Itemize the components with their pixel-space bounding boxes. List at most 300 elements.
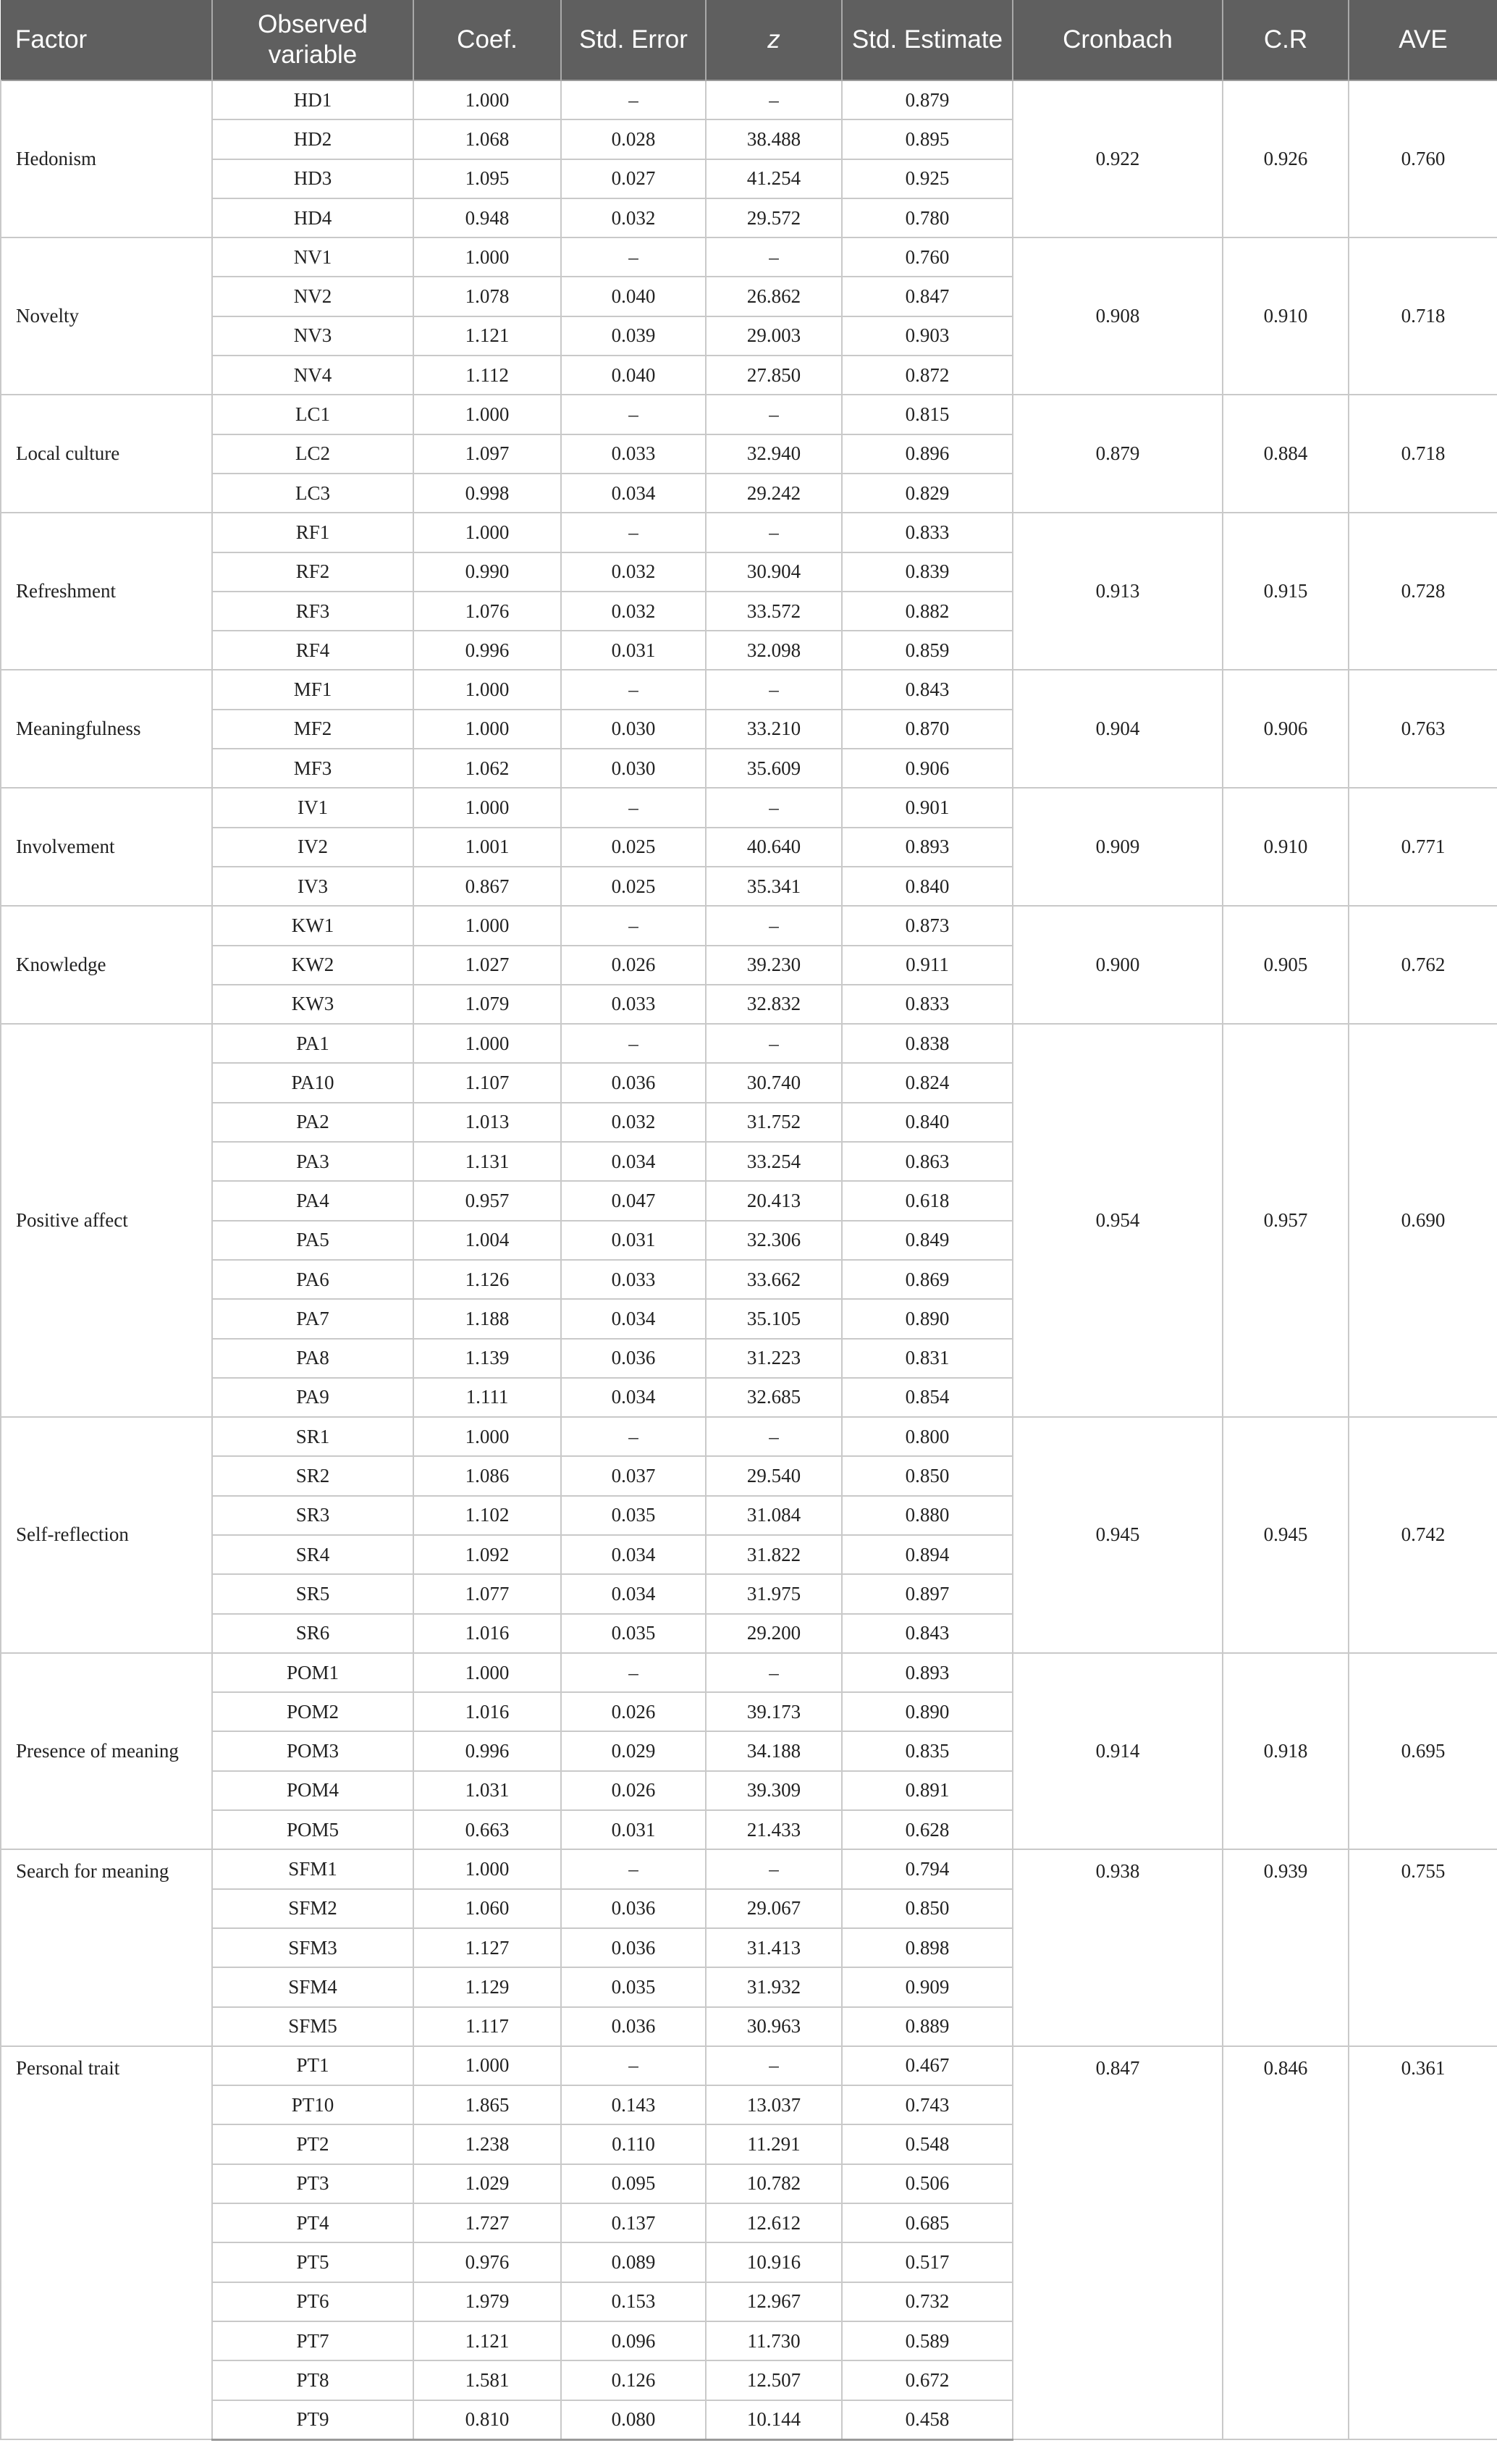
z-cell: 29.200: [706, 1614, 842, 1653]
std-estimate-cell: 0.672: [842, 2360, 1013, 2400]
std-estimate-cell: 0.760: [842, 237, 1013, 277]
coef-cell: 1.095: [413, 159, 561, 198]
z-cell: 11.291: [706, 2124, 842, 2164]
cronbach-cell: 0.913: [1013, 513, 1223, 670]
z-cell: 31.084: [706, 1496, 842, 1535]
table-row: [1, 237, 1497, 277]
std-estimate-cell: 0.896: [842, 434, 1013, 474]
observed-variable-cell: NV4: [212, 356, 413, 395]
std-estimate-cell: 0.898: [842, 1928, 1013, 1967]
table-row: [1, 1849, 1497, 1888]
header-coef: Coef.: [413, 0, 561, 80]
factor-cell: Refreshment: [1, 513, 212, 670]
std-error-cell: 0.126: [561, 2360, 706, 2400]
ave-cell: 0.755: [1349, 1849, 1497, 2045]
ave-cell: 0.695: [1349, 1653, 1497, 1849]
factor-cell: Local culture: [1, 395, 212, 513]
observed-variable-cell: HD3: [212, 159, 413, 198]
std-estimate-cell: 0.794: [842, 1849, 1013, 1888]
ave-cell: 0.742: [1349, 1417, 1497, 1653]
observed-variable-cell: HD4: [212, 198, 413, 237]
std-error-cell: –: [561, 513, 706, 552]
z-cell: 27.850: [706, 356, 842, 395]
std-error-cell: 0.034: [561, 1142, 706, 1181]
z-cell: 31.752: [706, 1103, 842, 1142]
coef-cell: 1.077: [413, 1574, 561, 1613]
z-cell: 12.967: [706, 2282, 842, 2321]
std-estimate-cell: 0.850: [842, 1456, 1013, 1495]
std-error-cell: 0.025: [561, 867, 706, 906]
factor-cell: Meaningfulness: [1, 670, 212, 788]
std-estimate-cell: 0.548: [842, 2124, 1013, 2164]
coef-cell: 0.957: [413, 1181, 561, 1220]
cronbach-cell: 0.908: [1013, 237, 1223, 395]
observed-variable-cell: POM5: [212, 1810, 413, 1849]
coef-cell: 1.000: [413, 395, 561, 434]
header-cronbach: Cronbach: [1013, 0, 1223, 80]
coef-cell: 1.000: [413, 2046, 561, 2085]
cr-cell: 0.846: [1223, 2046, 1349, 2439]
cronbach-cell: 0.904: [1013, 670, 1223, 788]
std-error-cell: –: [561, 80, 706, 119]
std-error-cell: –: [561, 1653, 706, 1692]
std-error-cell: 0.030: [561, 749, 706, 788]
ave-cell: 0.763: [1349, 670, 1497, 788]
z-cell: 32.940: [706, 434, 842, 474]
cr-cell: 0.884: [1223, 395, 1349, 513]
observed-variable-cell: PA6: [212, 1260, 413, 1299]
std-error-cell: 0.025: [561, 828, 706, 867]
observed-variable-cell: KW2: [212, 946, 413, 985]
coef-cell: 1.000: [413, 1024, 561, 1063]
observed-variable-cell: PA9: [212, 1378, 413, 1417]
coef-cell: 1.086: [413, 1456, 561, 1495]
observed-variable-cell: PA2: [212, 1103, 413, 1142]
cronbach-cell: 0.847: [1013, 2046, 1223, 2439]
header-ave: AVE: [1349, 0, 1497, 80]
coef-cell: 1.727: [413, 2203, 561, 2242]
std-error-cell: –: [561, 1024, 706, 1063]
std-estimate-cell: 0.840: [842, 1103, 1013, 1142]
observed-variable-cell: SR5: [212, 1574, 413, 1613]
observed-variable-cell: PA3: [212, 1142, 413, 1181]
observed-variable-cell: SR4: [212, 1535, 413, 1574]
z-cell: 41.254: [706, 159, 842, 198]
z-cell: 33.210: [706, 710, 842, 749]
coef-cell: 1.004: [413, 1221, 561, 1260]
cronbach-cell: 0.909: [1013, 788, 1223, 906]
std-estimate-cell: 0.901: [842, 788, 1013, 827]
observed-variable-cell: NV1: [212, 237, 413, 277]
z-cell: 30.904: [706, 552, 842, 592]
z-cell: –: [706, 1653, 842, 1692]
observed-variable-cell: MF2: [212, 710, 413, 749]
std-error-cell: –: [561, 788, 706, 827]
observed-variable-cell: PT5: [212, 2242, 413, 2282]
z-cell: 32.832: [706, 985, 842, 1024]
observed-variable-cell: POM2: [212, 1692, 413, 1731]
cronbach-cell: 0.938: [1013, 1849, 1223, 2045]
cr-cell: 0.905: [1223, 906, 1349, 1024]
ave-cell: 0.361: [1349, 2046, 1497, 2439]
observed-variable-cell: SFM1: [212, 1849, 413, 1888]
table-body: [1, 80, 1497, 2439]
std-error-cell: 0.036: [561, 2007, 706, 2046]
std-estimate-cell: 0.895: [842, 119, 1013, 159]
ave-cell: 0.718: [1349, 395, 1497, 513]
coef-cell: 0.996: [413, 1731, 561, 1770]
factor-cell: Hedonism: [1, 80, 212, 237]
std-error-cell: 0.029: [561, 1731, 706, 1770]
observed-variable-cell: PA7: [212, 1299, 413, 1338]
std-estimate-cell: 0.872: [842, 356, 1013, 395]
z-cell: 31.223: [706, 1339, 842, 1378]
std-error-cell: 0.110: [561, 2124, 706, 2164]
observed-variable-cell: PT7: [212, 2321, 413, 2360]
ave-cell: 0.690: [1349, 1024, 1497, 1417]
observed-variable-cell: IV3: [212, 867, 413, 906]
std-estimate-cell: 0.894: [842, 1535, 1013, 1574]
std-error-cell: 0.035: [561, 1967, 706, 2006]
z-cell: 20.413: [706, 1181, 842, 1220]
coef-cell: 1.000: [413, 1417, 561, 1456]
std-error-cell: –: [561, 670, 706, 709]
std-estimate-cell: 0.903: [842, 316, 1013, 356]
observed-variable-cell: RF4: [212, 631, 413, 670]
cronbach-cell: 0.900: [1013, 906, 1223, 1024]
coef-cell: 1.107: [413, 1063, 561, 1102]
observed-variable-cell: PA5: [212, 1221, 413, 1260]
header-factor: Factor: [1, 0, 212, 80]
factor-cell: Search for meaning: [1, 1849, 212, 2045]
std-estimate-cell: 0.906: [842, 749, 1013, 788]
header-std-estimate: Std. Estimate: [842, 0, 1013, 80]
coef-cell: 1.238: [413, 2124, 561, 2164]
z-cell: 38.488: [706, 119, 842, 159]
coef-cell: 1.117: [413, 2007, 561, 2046]
table-row: [1, 1653, 1497, 1692]
std-estimate-cell: 0.879: [842, 80, 1013, 119]
ave-cell: 0.728: [1349, 513, 1497, 670]
observed-variable-cell: LC2: [212, 434, 413, 474]
coef-cell: 1.102: [413, 1496, 561, 1535]
z-cell: 29.067: [706, 1889, 842, 1928]
observed-variable-cell: KW3: [212, 985, 413, 1024]
header-observed-variable: Observed variable: [212, 0, 413, 80]
std-estimate-cell: 0.854: [842, 1378, 1013, 1417]
std-estimate-cell: 0.589: [842, 2321, 1013, 2360]
std-estimate-cell: 0.893: [842, 828, 1013, 867]
z-cell: 29.572: [706, 198, 842, 237]
observed-variable-cell: PT3: [212, 2164, 413, 2203]
observed-variable-cell: PT8: [212, 2360, 413, 2400]
std-estimate-cell: 0.890: [842, 1299, 1013, 1338]
coef-cell: 1.111: [413, 1378, 561, 1417]
std-error-cell: 0.026: [561, 1771, 706, 1810]
z-cell: 12.507: [706, 2360, 842, 2400]
table-row: [1, 670, 1497, 709]
std-error-cell: 0.032: [561, 198, 706, 237]
coef-cell: 1.979: [413, 2282, 561, 2321]
std-error-cell: 0.033: [561, 985, 706, 1024]
std-estimate-cell: 0.732: [842, 2282, 1013, 2321]
coef-cell: 1.000: [413, 670, 561, 709]
z-cell: –: [706, 80, 842, 119]
z-cell: 10.782: [706, 2164, 842, 2203]
table-row: [1, 395, 1497, 434]
table-row: [1, 80, 1497, 119]
cronbach-cell: 0.954: [1013, 1024, 1223, 1417]
std-error-cell: 0.032: [561, 552, 706, 592]
cr-cell: 0.910: [1223, 788, 1349, 906]
z-cell: 32.098: [706, 631, 842, 670]
ave-cell: 0.718: [1349, 237, 1497, 395]
factor-cell: Personal trait: [1, 2046, 212, 2439]
coef-cell: 1.076: [413, 592, 561, 631]
observed-variable-cell: NV3: [212, 316, 413, 356]
coef-cell: 1.092: [413, 1535, 561, 1574]
std-error-cell: 0.089: [561, 2242, 706, 2282]
z-cell: 21.433: [706, 1810, 842, 1849]
z-cell: 13.037: [706, 2085, 842, 2124]
coef-cell: 1.112: [413, 356, 561, 395]
z-cell: 10.144: [706, 2400, 842, 2440]
std-estimate-cell: 0.780: [842, 198, 1013, 237]
coef-cell: 0.867: [413, 867, 561, 906]
coef-cell: 1.865: [413, 2085, 561, 2124]
z-cell: 29.003: [706, 316, 842, 356]
observed-variable-cell: PT6: [212, 2282, 413, 2321]
std-error-cell: 0.031: [561, 1810, 706, 1849]
std-error-cell: 0.137: [561, 2203, 706, 2242]
std-error-cell: 0.040: [561, 356, 706, 395]
std-estimate-cell: 0.880: [842, 1496, 1013, 1535]
coef-cell: 1.000: [413, 710, 561, 749]
std-estimate-cell: 0.909: [842, 1967, 1013, 2006]
coef-cell: 1.126: [413, 1260, 561, 1299]
std-error-cell: 0.153: [561, 2282, 706, 2321]
coef-cell: 1.062: [413, 749, 561, 788]
z-cell: –: [706, 788, 842, 827]
std-estimate-cell: 0.839: [842, 552, 1013, 592]
std-error-cell: 0.031: [561, 1221, 706, 1260]
std-estimate-cell: 0.829: [842, 474, 1013, 513]
coef-cell: 1.029: [413, 2164, 561, 2203]
coef-cell: 1.060: [413, 1889, 561, 1928]
observed-variable-cell: IV2: [212, 828, 413, 867]
z-cell: 29.540: [706, 1456, 842, 1495]
coef-cell: 1.121: [413, 316, 561, 356]
coef-cell: 1.078: [413, 277, 561, 316]
std-estimate-cell: 0.685: [842, 2203, 1013, 2242]
z-cell: –: [706, 1849, 842, 1888]
z-cell: 34.188: [706, 1731, 842, 1770]
observed-variable-cell: MF1: [212, 670, 413, 709]
observed-variable-cell: SFM4: [212, 1967, 413, 2006]
factor-cell: Presence of meaning: [1, 1653, 212, 1849]
std-estimate-cell: 0.831: [842, 1339, 1013, 1378]
ave-cell: 0.771: [1349, 788, 1497, 906]
std-error-cell: 0.035: [561, 1496, 706, 1535]
z-cell: 32.306: [706, 1221, 842, 1260]
coef-cell: 1.139: [413, 1339, 561, 1378]
z-cell: 10.916: [706, 2242, 842, 2282]
std-error-cell: 0.030: [561, 710, 706, 749]
coef-cell: 1.000: [413, 1849, 561, 1888]
std-estimate-cell: 0.838: [842, 1024, 1013, 1063]
coef-cell: 0.996: [413, 631, 561, 670]
z-cell: 35.609: [706, 749, 842, 788]
std-error-cell: 0.026: [561, 946, 706, 985]
observed-variable-cell: PT4: [212, 2203, 413, 2242]
std-error-cell: 0.039: [561, 316, 706, 356]
z-cell: 26.862: [706, 277, 842, 316]
std-error-cell: 0.034: [561, 474, 706, 513]
z-cell: 33.254: [706, 1142, 842, 1181]
std-error-cell: 0.031: [561, 631, 706, 670]
std-error-cell: 0.034: [561, 1299, 706, 1338]
coef-cell: 1.581: [413, 2360, 561, 2400]
coef-cell: 1.013: [413, 1103, 561, 1142]
std-error-cell: 0.037: [561, 1456, 706, 1495]
z-cell: –: [706, 906, 842, 945]
ave-cell: 0.762: [1349, 906, 1497, 1024]
std-error-cell: –: [561, 2046, 706, 2085]
std-error-cell: 0.034: [561, 1378, 706, 1417]
factor-cell: Self-reflection: [1, 1417, 212, 1653]
table-header: [1, 0, 1497, 80]
coef-cell: 1.121: [413, 2321, 561, 2360]
z-cell: 39.230: [706, 946, 842, 985]
observed-variable-cell: RF2: [212, 552, 413, 592]
coef-cell: 1.000: [413, 80, 561, 119]
z-cell: 31.822: [706, 1535, 842, 1574]
z-cell: 32.685: [706, 1378, 842, 1417]
std-estimate-cell: 0.890: [842, 1692, 1013, 1731]
header-z: z: [706, 0, 842, 80]
cr-cell: 0.926: [1223, 80, 1349, 237]
std-error-cell: 0.027: [561, 159, 706, 198]
observed-variable-cell: SFM2: [212, 1889, 413, 1928]
std-error-cell: 0.047: [561, 1181, 706, 1220]
std-estimate-cell: 0.840: [842, 867, 1013, 906]
observed-variable-cell: KW1: [212, 906, 413, 945]
std-error-cell: 0.036: [561, 1889, 706, 1928]
observed-variable-cell: MF3: [212, 749, 413, 788]
observed-variable-cell: SR1: [212, 1417, 413, 1456]
coef-cell: 1.129: [413, 1967, 561, 2006]
z-cell: 12.612: [706, 2203, 842, 2242]
std-error-cell: 0.028: [561, 119, 706, 159]
std-estimate-cell: 0.863: [842, 1142, 1013, 1181]
std-error-cell: –: [561, 237, 706, 277]
coef-cell: 1.068: [413, 119, 561, 159]
observed-variable-cell: PA10: [212, 1063, 413, 1102]
std-error-cell: 0.143: [561, 2085, 706, 2124]
z-cell: 31.975: [706, 1574, 842, 1613]
std-error-cell: 0.026: [561, 1692, 706, 1731]
coef-cell: 0.990: [413, 552, 561, 592]
observed-variable-cell: PT2: [212, 2124, 413, 2164]
cronbach-cell: 0.945: [1013, 1417, 1223, 1653]
std-estimate-cell: 0.897: [842, 1574, 1013, 1613]
cr-cell: 0.939: [1223, 1849, 1349, 2045]
std-estimate-cell: 0.743: [842, 2085, 1013, 2124]
coef-cell: 1.000: [413, 513, 561, 552]
z-cell: –: [706, 1024, 842, 1063]
observed-variable-cell: NV2: [212, 277, 413, 316]
observed-variable-cell: SR2: [212, 1456, 413, 1495]
std-estimate-cell: 0.847: [842, 277, 1013, 316]
coef-cell: 0.976: [413, 2242, 561, 2282]
coef-cell: 0.663: [413, 1810, 561, 1849]
std-error-cell: –: [561, 1849, 706, 1888]
factor-cell: Novelty: [1, 237, 212, 395]
std-error-cell: 0.034: [561, 1535, 706, 1574]
z-cell: 39.309: [706, 1771, 842, 1810]
z-cell: 35.105: [706, 1299, 842, 1338]
factor-cell: Positive affect: [1, 1024, 212, 1417]
observed-variable-cell: POM4: [212, 1771, 413, 1810]
std-error-cell: 0.095: [561, 2164, 706, 2203]
std-estimate-cell: 0.843: [842, 670, 1013, 709]
observed-variable-cell: RF3: [212, 592, 413, 631]
std-estimate-cell: 0.893: [842, 1653, 1013, 1692]
std-estimate-cell: 0.891: [842, 1771, 1013, 1810]
observed-variable-cell: PT1: [212, 2046, 413, 2085]
observed-variable-cell: PT9: [212, 2400, 413, 2440]
cr-cell: 0.945: [1223, 1417, 1349, 1653]
coef-cell: 1.188: [413, 1299, 561, 1338]
observed-variable-cell: PA8: [212, 1339, 413, 1378]
factor-cell: Knowledge: [1, 906, 212, 1024]
z-cell: –: [706, 1417, 842, 1456]
coef-cell: 1.097: [413, 434, 561, 474]
std-estimate-cell: 0.870: [842, 710, 1013, 749]
coef-cell: 1.001: [413, 828, 561, 867]
observed-variable-cell: POM1: [212, 1653, 413, 1692]
header-row: [1, 0, 1497, 80]
std-error-cell: 0.032: [561, 1103, 706, 1142]
z-cell: –: [706, 670, 842, 709]
z-cell: 30.740: [706, 1063, 842, 1102]
observed-variable-cell: PA4: [212, 1181, 413, 1220]
cronbach-cell: 0.922: [1013, 80, 1223, 237]
std-estimate-cell: 0.628: [842, 1810, 1013, 1849]
observed-variable-cell: HD1: [212, 80, 413, 119]
std-error-cell: –: [561, 906, 706, 945]
coef-cell: 0.998: [413, 474, 561, 513]
observed-variable-cell: SFM3: [212, 1928, 413, 1967]
z-cell: –: [706, 513, 842, 552]
z-cell: 31.413: [706, 1928, 842, 1967]
std-error-cell: 0.096: [561, 2321, 706, 2360]
factor-cell: Involvement: [1, 788, 212, 906]
std-estimate-cell: 0.618: [842, 1181, 1013, 1220]
cr-cell: 0.918: [1223, 1653, 1349, 1849]
header-std-error: Std. Error: [561, 0, 706, 80]
z-cell: 31.932: [706, 1967, 842, 2006]
std-error-cell: –: [561, 395, 706, 434]
std-estimate-cell: 0.517: [842, 2242, 1013, 2282]
z-cell: 30.963: [706, 2007, 842, 2046]
cr-cell: 0.910: [1223, 237, 1349, 395]
std-error-cell: 0.036: [561, 1928, 706, 1967]
observed-variable-cell: RF1: [212, 513, 413, 552]
cronbach-cell: 0.914: [1013, 1653, 1223, 1849]
coef-cell: 0.810: [413, 2400, 561, 2440]
std-estimate-cell: 0.843: [842, 1614, 1013, 1653]
